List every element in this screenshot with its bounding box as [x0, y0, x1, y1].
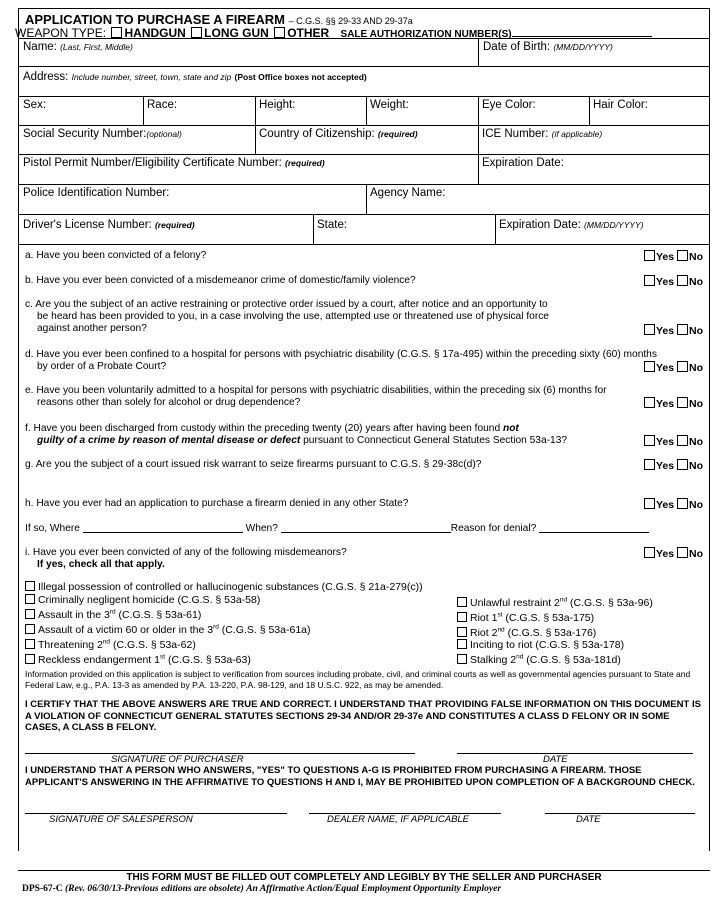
certification-statement: I CERTIFY THAT THE ABOVE ANSWERS ARE TRUE AND CORRECT. I UNDERSTAND THAT PROVIDING FALSE INFORMATION ON THIS DOCUMENT IS A VIOLATION OF CONNECTICUT GENERAL STATUTES SECTIONS 29-34 AND/OR 29-37e AND CONSTITUTES A CLASS D FELONY OR IN SOME CASES, A CLASS B FELONY. [25, 699, 701, 733]
question-b: b. Have you ever been convicted of a misdemeanor crime of domestic/family violence? [25, 275, 416, 286]
question-f-yes[interactable] [644, 435, 655, 446]
question-g-answer [644, 459, 703, 472]
misdemeanor-item [457, 652, 653, 667]
citizenship-label: Country of Citizenship: [259, 128, 375, 140]
ice-hint: (if applicable) [551, 129, 603, 139]
dob-field[interactable] [479, 39, 709, 66]
license-label: Driver's License Number: [23, 219, 152, 231]
reason-field[interactable] [539, 532, 649, 533]
hair-color-field[interactable] [589, 97, 709, 125]
address-hint: Include number, street, town, state and zip [71, 72, 232, 82]
ssn-field[interactable] [19, 126, 255, 154]
state-label: State: [317, 219, 348, 231]
question-c [25, 299, 703, 335]
misdemeanor-label: Riot 2nd (C.G.S. § 53a-176) [470, 626, 597, 639]
yes-label: Yes [655, 499, 675, 511]
question-e-line2: reasons other than solely for alcohol or drug dependence? [37, 397, 301, 408]
question-h-yes[interactable] [644, 498, 655, 509]
hair-color-label: Hair Color: [593, 99, 648, 111]
question-i-yes[interactable] [644, 547, 655, 558]
when-field[interactable] [281, 532, 451, 533]
question-f-line1: f. Have you been discharged from custody within the preceding twenty (20) years after having been found [25, 423, 501, 434]
questions-area [19, 245, 709, 851]
yes-label: Yes [655, 548, 675, 560]
question-c-line3: against another person? [37, 323, 147, 334]
misdemeanor-label: Criminally negligent homicide (C.G.S. § 53a-58) [38, 593, 261, 606]
agency-label: Agency Name: [370, 187, 446, 199]
name-label: Name: [23, 41, 57, 53]
no-label: No [689, 251, 703, 263]
license-field[interactable] [19, 217, 313, 244]
form-title [25, 12, 413, 27]
revision-note: (Rev. 06/30/13-Previous editions are obsolete) [65, 884, 244, 894]
ice-field[interactable] [478, 126, 709, 154]
question-f [25, 423, 703, 447]
dob-label: Date of Birth: [483, 41, 551, 53]
dealer-name-label: DEALER NAME, IF APPLICABLE [327, 814, 470, 825]
prohibition-statement: I UNDERSTAND THAT A PERSON WHO ANSWERS, "YES" TO QUESTIONS A-G IS PROHIBITED FROM PURCHASING A FIREARM. THOSE APPLICANT'S ANSWERING IN THE AFFIRMATIVE TO QUESTIONS H AND I, MAY BE PROHIBITED UPON COMPLETION OF A BACKGROUND CHECK. [25, 765, 695, 788]
permit-label: Pistol Permit Number/Eligibility Certificate Number: [23, 157, 282, 169]
question-b-answer [644, 275, 703, 288]
no-label: No [689, 548, 703, 560]
where-label: If so, Where [25, 523, 80, 534]
misdemeanor-label: Riot 1st (C.G.S. § 53a-175) [470, 611, 595, 624]
misdemeanor-checkbox[interactable] [457, 627, 467, 637]
misdemeanor-checkbox[interactable] [457, 654, 467, 664]
no-label: No [689, 436, 703, 448]
address-row [19, 67, 709, 97]
address-field[interactable] [19, 69, 709, 96]
question-g-yes[interactable] [644, 459, 655, 470]
height-field[interactable] [255, 97, 366, 125]
question-d-no[interactable] [677, 361, 688, 372]
question-d [25, 349, 703, 373]
permit-field[interactable] [19, 155, 478, 184]
question-i [25, 547, 703, 571]
weapon-type-row [15, 26, 652, 40]
question-c-yes[interactable] [644, 324, 655, 335]
misdemeanors-right [457, 594, 653, 667]
address-label: Address: [23, 71, 69, 83]
license-expiration-label: Expiration Date: [499, 219, 581, 231]
question-e-line1: e. Have you been voluntarily admitted to a hospital for persons with psychiatric disabilities, within the preceding six (6) months for [25, 385, 607, 396]
title-text: APPLICATION TO PURCHASE A FIREARM [25, 12, 286, 27]
salesperson-date-line[interactable] [545, 813, 695, 814]
address-hint-po: (Post Office boxes not accepted) [234, 72, 367, 82]
misdemeanor-item [25, 651, 423, 666]
question-i-sub: If yes, check all that apply. [37, 559, 165, 570]
permit-row [19, 155, 709, 185]
question-d-answer [644, 361, 703, 374]
name-hint: (Last, First, Middle) [60, 42, 133, 52]
question-i-no[interactable] [677, 547, 688, 558]
state-field[interactable] [313, 217, 495, 244]
citizenship-field[interactable] [255, 126, 478, 154]
race-field[interactable] [143, 97, 255, 125]
no-label: No [689, 276, 703, 288]
name-field[interactable] [19, 39, 479, 66]
permit-expiration-field[interactable] [478, 155, 709, 184]
title-row [15, 9, 709, 40]
yes-label: Yes [655, 460, 675, 472]
misdemeanor-checkbox[interactable] [25, 609, 35, 619]
ssn-hint: (optional) [146, 129, 182, 139]
question-a-no[interactable] [677, 250, 688, 261]
question-b-yes[interactable] [644, 275, 655, 286]
footer-line [22, 884, 501, 894]
yes-label: Yes [655, 325, 675, 337]
license-row [19, 215, 709, 245]
purchaser-date-line[interactable] [457, 753, 693, 754]
question-f-line2: pursuant to Connecticut General Statutes Section 53a-13? [303, 435, 568, 446]
name-row [19, 39, 709, 67]
long-gun-checkbox[interactable] [191, 27, 202, 38]
no-label: No [689, 325, 703, 337]
no-label: No [689, 460, 703, 472]
title-statute: – C.G.S. §§ 29-33 AND 29-37a [288, 16, 413, 26]
misdemeanor-label: Assault in the 3rd (C.G.S. § 53a-61) [38, 608, 202, 621]
license-expiration-field[interactable] [495, 217, 709, 244]
permit-expiration-label: Expiration Date: [482, 157, 564, 169]
question-g: g. Are you the subject of a court issued risk warrant to seize firearms pursuant to C.G.S. § 29-38c(d)? [25, 459, 482, 470]
question-c-line2: be heard has been provided to you, in a case involving the use, attempted use or threatened use of physical force [37, 311, 549, 322]
form-frame [15, 8, 710, 851]
yes-label: Yes [655, 362, 675, 374]
verification-notice: Information provided on this application is subject to verification from sources including probate, civil, and criminal courts as well as governmental agencies pursuant to State and Federal Law, e.g., P.A. 13-3 as amended by P.A. 13-220, P.A. 98-129, and 18 U.S.C. 922, as may be amended. [25, 669, 691, 690]
yes-label: Yes [655, 276, 675, 288]
question-h-no[interactable] [677, 498, 688, 509]
eeo-statement: An Affirmative Action/Equal Employment Opportunity Employer [246, 884, 502, 894]
dob-hint: (MM/DD/YYYY) [553, 42, 613, 52]
ssn-row [19, 126, 709, 155]
misdemeanor-label: Stalking 2nd (C.G.S. § 53a-181d) [470, 653, 621, 667]
misdemeanor-item [25, 581, 423, 594]
misdemeanor-checkbox[interactable] [457, 597, 467, 607]
question-e [25, 385, 703, 409]
misdemeanors-left [25, 581, 423, 667]
question-b-no[interactable] [677, 275, 688, 286]
question-a-yes[interactable] [644, 250, 655, 261]
no-label: No [689, 362, 703, 374]
weight-label: Weight: [370, 99, 409, 111]
misdemeanor-label: Inciting to riot (C.G.S. § 53a-178) [470, 639, 625, 652]
police-id-label: Police Identification Number: [23, 187, 170, 199]
misdemeanor-checkbox[interactable] [25, 581, 35, 591]
reason-label: Reason for denial? [450, 523, 537, 534]
misdemeanor-checkbox[interactable] [25, 594, 35, 604]
question-c-line1: c. Are you the subject of an active restraining or protective order issued by a court, after notice and an opportunity to [25, 299, 548, 310]
where-field[interactable] [83, 532, 243, 533]
misdemeanor-label: Unlawful restraint 2nd (C.G.S. § 53a-96) [470, 596, 653, 609]
question-d-line2: by order of a Probate Court? [37, 361, 167, 372]
misdemeanor-checkbox[interactable] [25, 624, 35, 634]
question-d-line1: d. Have you ever been confined to a hospital for persons with psychiatric disability (C.G.S. § 17a-495) within the preceding sixty (60) months [25, 349, 657, 360]
form-code: DPS-67-C [22, 884, 63, 894]
misdemeanor-checkbox[interactable] [457, 612, 467, 622]
misdemeanor-label: Illegal possession of controlled or hallucinogenic substances (C.G.S. § 21a-279(c)) [38, 581, 423, 593]
misdemeanor-item [457, 624, 653, 639]
yes-label: Yes [655, 436, 675, 448]
misdemeanor-label: Reckless endangerment 1st (C.G.S. § 53a-63) [38, 653, 251, 666]
question-a: a. Have you been convicted of a felony? [25, 250, 207, 261]
race-label: Race: [147, 99, 178, 111]
question-e-yes[interactable] [644, 397, 655, 408]
misdemeanor-label: Assault of a victim 60 or older in the 3rd (C.G.S. § 53a-61a) [38, 623, 311, 636]
question-e-answer [644, 397, 703, 410]
misdemeanor-item [457, 609, 653, 624]
weight-field[interactable] [366, 97, 478, 125]
other-label: OTHER [287, 26, 330, 40]
no-label: No [689, 499, 703, 511]
question-h: h. Have you ever had an application to purchase a firearm denied in any other State? [25, 498, 409, 509]
denial-row [25, 523, 703, 535]
yes-label: Yes [655, 251, 675, 263]
when-label: When? [245, 523, 278, 534]
question-i-answer [644, 547, 703, 560]
footer-notice: THIS FORM MUST BE FILLED OUT COMPLETELY AND LEGIBLY BY THE SELLER AND PURCHASER [18, 870, 710, 883]
handgun-label: HANDGUN [124, 26, 186, 40]
misdemeanor-item [25, 606, 423, 621]
misdemeanor-item [457, 639, 653, 652]
permit-hint: (required) [285, 158, 325, 168]
sale-auth-label: SALE AUTHORIZATION NUMBER(S) [340, 29, 512, 40]
sex-label: Sex: [23, 99, 47, 111]
question-d-yes[interactable] [644, 361, 655, 372]
misdemeanor-item [25, 594, 423, 607]
purchaser-date-label: DATE [543, 754, 568, 765]
question-h-answer [644, 498, 703, 511]
salesperson-date-label: DATE [576, 814, 601, 825]
no-label: No [689, 398, 703, 410]
police-id-field[interactable] [19, 185, 366, 214]
police-row [19, 185, 709, 215]
question-g-no[interactable] [677, 459, 688, 470]
license-hint: (required) [154, 220, 195, 230]
misdemeanor-item [25, 636, 423, 651]
salesperson-signature-label: SIGNATURE OF SALESPERSON [49, 814, 193, 825]
other-checkbox[interactable] [274, 27, 285, 38]
sex-field[interactable] [19, 97, 143, 125]
handgun-checkbox[interactable] [111, 27, 122, 38]
citizenship-hint: (required) [377, 129, 418, 139]
height-label: Height: [259, 99, 296, 111]
question-c-no[interactable] [677, 324, 688, 335]
eye-color-field[interactable] [478, 97, 589, 125]
question-f-answer [644, 435, 703, 448]
misdemeanor-label: Threatening 2nd (C.G.S. § 53a-62) [38, 638, 196, 651]
question-c-answer [644, 324, 703, 337]
long-gun-label: LONG GUN [204, 26, 269, 40]
question-f-emphasis: guilty of a crime by reason of mental disease or defect [37, 435, 301, 446]
misdemeanor-checkbox[interactable] [457, 639, 467, 649]
eye-color-label: Eye Color: [482, 99, 536, 111]
yes-label: Yes [655, 398, 675, 410]
ice-label: ICE Number: [482, 128, 549, 140]
misdemeanor-item [25, 621, 423, 636]
misdemeanor-item [457, 594, 653, 609]
ssn-label: Social Security Number: [23, 128, 147, 140]
question-a-answer [644, 250, 703, 263]
misdemeanor-checkbox[interactable] [25, 654, 35, 664]
question-e-no[interactable] [677, 397, 688, 408]
question-f-not: not [502, 423, 519, 434]
sale-auth-field[interactable] [512, 36, 652, 37]
misdemeanor-checkbox[interactable] [25, 639, 35, 649]
weapon-type-label: WEAPON TYPE: [15, 26, 107, 40]
agency-field[interactable] [366, 185, 709, 214]
license-expiration-hint: (MM/DD/YYYY) [584, 220, 644, 230]
purchaser-signature-label: SIGNATURE OF PURCHASER [111, 754, 244, 765]
physical-row [19, 97, 709, 126]
question-f-no[interactable] [677, 435, 688, 446]
question-i-text: i. Have you ever been convicted of any of the following misdemeanors? [25, 547, 347, 558]
